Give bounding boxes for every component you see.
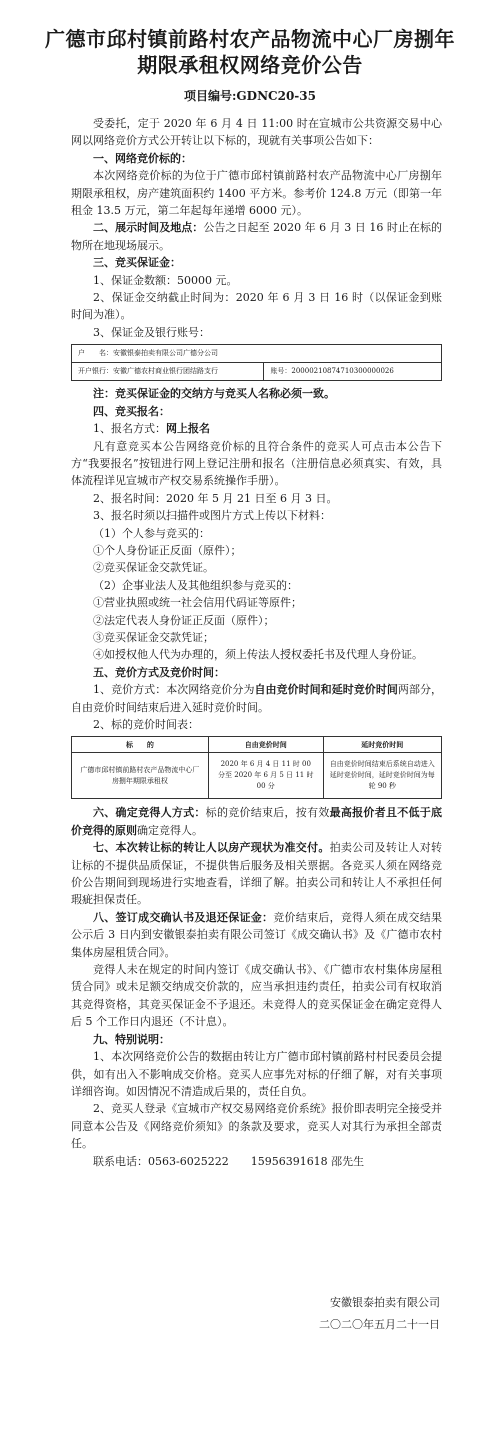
section-1-heading: 一、网络竞价标的： [93,151,192,165]
section-8-heading: 八、签订成交确认书及退还保证金： [93,910,274,924]
intro-paragraph: 受委托，定于 2020 年 6 月 4 日 11:00 时在宣城市公共资源交易中心网以网络竞价方式公开转让以下标的，现就有关事项公告如下： [71,117,442,148]
table-cell [72,363,264,381]
section-6-text-bold: 最高报价者且不低于底价竞得的原则 [71,806,443,837]
signature-company: 安徽银泰拍卖有限公司 [330,1296,440,1309]
section-6-heading: 六、确定竞得人方式： [93,806,206,820]
signup-method-bold: 网上报名 [166,422,210,436]
section-7-paragraph [71,839,442,909]
column-header: 标 的 [72,737,209,753]
bank-account-table-wrap [71,344,442,381]
enterprise-item-2: ②法定代表人身份证正反面（原件）； [93,613,275,627]
enterprise-heading: （2）企事业法人及其他组织参与竞买的： [93,578,298,592]
section-6-text-b: 确定竞得人。 [137,823,203,837]
table-row [72,363,442,381]
section-2-paragraph [71,219,442,254]
announcement-body [71,115,442,1170]
section-9-text-1: 1、本次网络竞价公告的数据由转让方广德市邱村镇前路村村民委员会提供，如有出入不影响成交价格。竞买人应事先对标的仔细了解，对有关事项详细咨询。如因情况不清造成后果的，责任自负。 [71,1050,442,1098]
section-1-text: 本次网络竞价标的为位于广德市邱村镇前路村农产品物流中心厂房捌年期限承租权，房产建筑面积约 1400 平方米。参考价 124.8 万元（即第一年租金 13.5 万元，第二年起每年递增 6000 元）。 [71,169,442,218]
table-row [72,345,442,363]
bidding-schedule-wrap [71,736,442,799]
signature-block [319,1292,440,1336]
section-9-heading: 九、特别说明： [93,1032,170,1046]
announcement-title: 广德市邱村镇前路村农产品物流中心厂房捌年期限承租权网络竞价公告 [45,27,455,77]
table-header-row [72,737,442,753]
section-2-heading: 二、展示时间及地点： [93,221,204,235]
table-row [72,753,442,799]
bidding-method-suffix: 两部分，自由竞价时间结束后进入延时竞价时间。 [71,683,443,714]
section-7-heading: 七、本次转让标的转让人以房产现状为准交付。 [93,841,330,855]
individual-item-1: ①个人身份证正反面（原件）； [93,543,242,557]
signup-method-prefix: 1、报名方式： [93,422,166,436]
account-name-label: 户 名： [78,349,113,358]
section-5-heading: 五、竞价方式及竞价时间： [93,665,225,679]
individual-heading: （1）个人参与竞买的： [93,526,210,540]
contact-phone: 联系电话：0563-6025222 15956391618 邵先生 [93,1154,365,1168]
bidding-method-bold: 自由竞价时间和延时竞价时间 [254,683,398,697]
project-number: 项目编号:GDNC20-35 [184,89,316,103]
section-8-text-1: 竞价结束后，竞得人须在成交结果公示后 3 日内到安徽银泰拍卖有限公司签订《成交确认书》及《广德市农村集体房屋租赁合同》。 [71,910,442,959]
deposit-deadline: 2、保证金交纳截止时间为：2020 年 6 月 3 日 16 时（以保证金到账时间为准）。 [71,291,442,322]
bank-value: 安徽广德农村商业银行团结路支行 [113,367,218,376]
bidding-method-prefix: 1、竞价方式：本次网络竞价分为 [93,683,255,697]
signup-method [71,420,442,437]
account-number-value: 20000210874710300000026 [291,367,394,376]
section-8-text-2: 竞得人未在规定的时间内签订《成交确认书》、《广德市农村集体房屋租赁合同》或未足额交纳成交价款的，应当承担违约责任，拍卖公司有权取消其竞得资格，其竞买保证金不予退还。未竞得人的竞买保证金在确定竞得人后 5 个工作日内退还（不计息）。 [71,963,442,1029]
table-cell [72,345,442,363]
bidding-schedule-table [71,736,442,799]
account-number-label: 账号： [270,367,292,376]
table-cell: 广德市邱村镇前路村农产品物流中心厂房捌年期限承租权 [72,753,209,799]
bidding-schedule-heading: 2、标的竞价时间表： [93,718,199,731]
section-9-text-2: 2、竞买人登录《宣城市产权交易网络竞价系统》报价即表明完全接受并同意本公告及《网络竞价须知》的条款及要求，竞买人对其行为承担全部责任。 [71,1102,442,1151]
table-cell: 2020 年 6 月 4 日 11 时 00 分至 2020 年 6 月 5 日 11 时 00 分 [208,753,323,799]
bank-label: 开户银行： [78,367,113,376]
section-6-paragraph [71,804,442,839]
enterprise-item-3: ③竞买保证金交款凭证； [93,630,214,644]
signup-time: 2、报名时间：2020 年 5 月 21 日至 6 月 3 日。 [93,491,338,505]
individual-item-2: ②竞买保证金交款凭证。 [93,561,214,575]
bank-account-table [71,344,442,381]
section-7-text: 拍卖公司及转让人对转让标的不提供品质保证，不提供售后服务及相关票据。各竞买人须在网络竞价公告期间到现场进行实地查看，详细了解。拍卖公司和转让人不承担任何瑕疵担保责任。 [71,841,443,907]
section-8-paragraph [71,909,442,961]
column-header: 自由竞价时间 [208,737,323,753]
bidding-method [71,681,442,716]
section-4-heading: 四、竞买报名： [93,404,170,418]
signature-date: 二〇二〇年五月二十一日 [319,1318,440,1331]
account-name-value: 安徽银泰拍卖有限公司广德分公司 [113,349,218,358]
enterprise-item-1: ①营业执照或统一社会信用代码证等原件； [93,596,302,610]
section-2-text: 公告之日起至 2020 年 6 月 3 日 16 时止在标的物所在地现场展示。 [71,221,443,252]
section-6-text-a: 标的竞价结束后，按有效 [205,806,330,820]
deposit-note: 注：竞买保证金的交纳方与竞买人名称必须一致。 [93,387,335,401]
table-cell: 自由竞价时间结束后系统自动进入延时竞价时间，延时竞价时间为每轮 90 秒 [323,753,441,799]
table-cell [264,363,442,381]
deposit-bank-heading: 3、保证金及银行账号： [93,325,210,339]
enterprise-item-4: ④如授权他人代为办理的，须上传法人授权委托书及代理人身份证。 [93,648,423,662]
signup-method-text: 凡有意竞买本公告网络竞价标的且符合条件的竞买人可点击本公告下方“我要报名”按钮进行网上登记注册和报名（注册信息必须真实、有效，具体流程详见宣城市产权交易系统操作手册）。 [71,439,442,488]
column-header: 延时竞价时间 [323,737,441,753]
section-3-heading: 三、竞买保证金： [93,256,181,270]
deposit-amount: 1、保证金数额：50000 元。 [93,273,238,287]
signup-materials: 3、报名时须以扫描件或图片方式上传以下材料： [93,509,331,523]
